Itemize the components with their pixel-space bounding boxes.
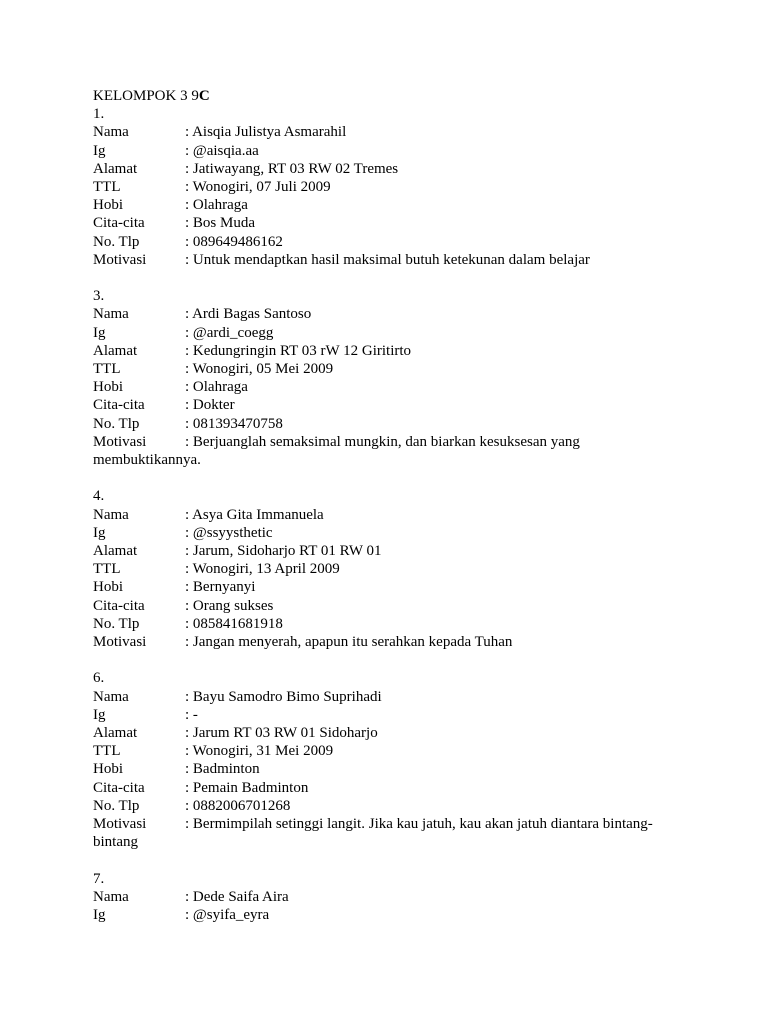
field-label: No. Tlp (93, 797, 140, 814)
field-label: Alamat (93, 342, 138, 359)
entry-number: 4. (93, 488, 105, 505)
field-value: : Jangan menyerah, apapun itu serahkan kepada Tuhan (185, 634, 513, 650)
field-row (93, 178, 713, 196)
field-label: TTL (93, 360, 121, 377)
field-label: TTL (93, 561, 121, 578)
field-label: Cita-cita (93, 779, 145, 796)
field-row (93, 906, 713, 924)
field-row (93, 415, 713, 433)
field-value: : - (185, 706, 198, 723)
member-entry (93, 669, 713, 851)
entry-number: 1. (93, 106, 105, 123)
field-value: : Wonogiri, 05 Mei 2009 (185, 360, 334, 377)
field-value: : Orang sukses (185, 597, 274, 614)
field-label: Nama (93, 124, 129, 141)
field-row (93, 542, 713, 560)
field-label: Hobi (93, 379, 123, 396)
field-label: Nama (93, 688, 129, 705)
field-row (93, 524, 713, 542)
title-main: KELOMPOK 3 9 (93, 88, 199, 104)
entry-number: 7. (93, 870, 105, 887)
motivation-text-line2: membuktikannya. (93, 452, 201, 468)
field-value: : Kedungringin RT 03 rW 12 Giritirto (185, 342, 412, 359)
member-entry (93, 487, 713, 651)
field-value: : Olahraga (185, 379, 248, 396)
field-label: Motivasi (93, 251, 147, 268)
field-label: Hobi (93, 579, 123, 596)
motivation-text-line1: : Berjuanglah semaksimal mungkin, dan biarkan kesuksesan yang (185, 433, 580, 450)
field-row (93, 615, 713, 633)
field-row (93, 724, 713, 742)
field-row (93, 123, 713, 141)
field-row (93, 506, 713, 524)
field-row (93, 142, 713, 160)
field-label: Nama (93, 888, 129, 905)
field-label: Cita-cita (93, 215, 145, 232)
field-label: Alamat (93, 160, 138, 177)
field-label: Motivasi (93, 634, 147, 650)
field-label: Cita-cita (93, 397, 145, 414)
field-label: No. Tlp (93, 233, 140, 250)
field-row (93, 396, 713, 414)
field-label: Nama (93, 506, 129, 523)
field-value: : Aisqia Julistya Asmarahil (185, 124, 347, 141)
field-value: : Olahraga (185, 197, 248, 214)
field-row (93, 706, 713, 724)
field-row (93, 360, 713, 378)
field-row (93, 597, 713, 615)
motivation-row (93, 433, 713, 469)
field-label: No. Tlp (93, 615, 140, 632)
field-label: TTL (93, 743, 121, 760)
field-label: Ig (93, 142, 106, 159)
field-value: : 081393470758 (185, 415, 283, 432)
motivation-text-line2: bintang (93, 834, 138, 851)
field-value: : 089649486162 (185, 233, 283, 250)
field-value: : Jatiwayang, RT 03 RW 02 Tremes (185, 160, 399, 177)
field-label: Ig (93, 906, 106, 923)
field-label: Cita-cita (93, 597, 145, 614)
field-value: : Badminton (185, 761, 260, 778)
member-entry (93, 870, 713, 925)
entry-number: 3. (93, 288, 105, 305)
field-value: : 085841681918 (185, 615, 283, 632)
field-value: : Bos Muda (185, 215, 256, 232)
field-value: : Jarum, Sidoharjo RT 01 RW 01 (185, 542, 382, 559)
member-entry (93, 287, 713, 469)
field-row (93, 560, 713, 578)
field-label: Motivasi (93, 433, 147, 450)
field-row (93, 888, 713, 906)
field-value: : Pemain Badminton (185, 779, 309, 796)
motivation-text-line1: : Bermimpilah setinggi langit. Jika kau jatuh, kau akan jatuh diantara bintang- (185, 816, 653, 832)
field-row (93, 324, 713, 342)
field-label: Hobi (93, 197, 123, 214)
member-entry (93, 105, 713, 269)
field-label: Motivasi (93, 816, 147, 832)
field-label: Hobi (93, 761, 123, 778)
field-row (93, 342, 713, 360)
title-suffix: C (198, 88, 210, 104)
field-value: : @ardi_coegg (185, 324, 274, 341)
field-value: : @syifa_eyra (185, 906, 270, 923)
field-row (93, 742, 713, 760)
field-value: : Wonogiri, 13 April 2009 (185, 561, 340, 578)
field-row (93, 578, 713, 596)
field-value: : Dokter (185, 397, 235, 414)
field-label: Alamat (93, 724, 138, 741)
field-value: : @aisqia.aa (185, 142, 259, 159)
field-value: : 0882006701268 (185, 797, 291, 814)
field-row (93, 160, 713, 178)
document-page (93, 87, 713, 942)
field-row (93, 688, 713, 706)
field-row (93, 760, 713, 778)
motivation-row (93, 815, 713, 851)
field-value: : Untuk mendaptkan hasil maksimal butuh ketekunan dalam belajar (185, 251, 590, 268)
field-value: : Bernyanyi (185, 579, 256, 596)
field-row (93, 251, 713, 269)
field-value: : Dede Saifa Aira (185, 888, 289, 905)
field-row (93, 214, 713, 232)
field-value: : Wonogiri, 07 Juli 2009 (185, 178, 331, 195)
field-value: : Bayu Samodro Bimo Suprihadi (185, 688, 382, 705)
field-row (93, 233, 713, 251)
field-row (93, 779, 713, 797)
field-row (93, 797, 713, 815)
field-row (93, 305, 713, 323)
field-label: Ig (93, 524, 106, 541)
document-title (93, 87, 713, 105)
field-label: Ig (93, 324, 106, 341)
field-value: : Jarum RT 03 RW 01 Sidoharjo (185, 724, 378, 741)
field-row (93, 378, 713, 396)
field-label: TTL (93, 178, 121, 195)
field-value: : Ardi Bagas Santoso (185, 306, 312, 323)
field-label: No. Tlp (93, 415, 140, 432)
field-label: Ig (93, 706, 106, 723)
field-value: : Wonogiri, 31 Mei 2009 (185, 743, 334, 760)
field-row (93, 196, 713, 214)
field-value: : @ssyysthetic (185, 524, 273, 541)
entry-number: 6. (93, 670, 105, 687)
field-row (93, 633, 713, 651)
field-value: : Asya Gita Immanuela (185, 506, 324, 523)
field-label: Nama (93, 306, 129, 323)
field-label: Alamat (93, 542, 138, 559)
